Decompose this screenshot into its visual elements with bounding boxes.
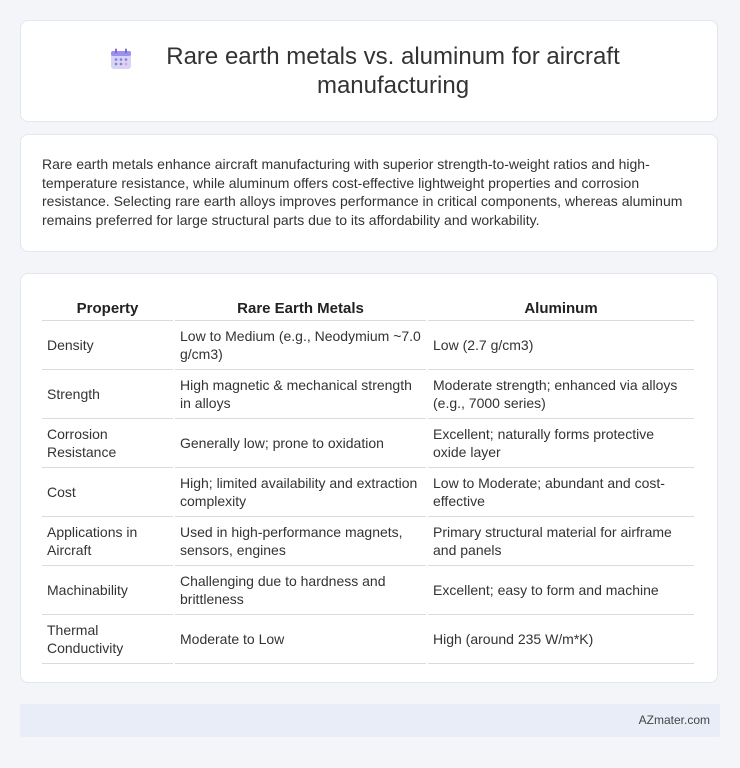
- row-property: Thermal Conductivity: [42, 615, 173, 664]
- table-header-row: [42, 296, 694, 321]
- row-property: Density: [42, 321, 173, 370]
- column-header-rare-earth: Rare Earth Metals: [175, 296, 426, 321]
- row-aluminum-value: Excellent; easy to form and machine: [428, 566, 694, 615]
- summary-card: [20, 134, 718, 252]
- table-row: [42, 321, 694, 370]
- row-aluminum-value: Low to Moderate; abundant and cost-effective: [428, 468, 694, 517]
- table-row: [42, 370, 694, 419]
- row-aluminum-value: Excellent; naturally forms protective oxide layer: [428, 419, 694, 468]
- row-rare-earth-value: High magnetic & mechanical strength in alloys: [175, 370, 426, 419]
- column-header-property: Property: [42, 296, 173, 321]
- row-aluminum-value: Low (2.7 g/cm3): [428, 321, 694, 370]
- comparison-card: [20, 273, 718, 683]
- row-rare-earth-value: Generally low; prone to oxidation: [175, 419, 426, 468]
- row-aluminum-value: Primary structural material for airframe and panels: [428, 517, 694, 566]
- row-aluminum-value: High (around 235 W/m*K): [428, 615, 694, 664]
- comparison-table: [40, 296, 696, 664]
- table-row: [42, 517, 694, 566]
- summary-text: Rare earth metals enhance aircraft manufacturing with superior strength-to-weight ratios and high-temperature resistance, while aluminum offers cost-effective lightweight properties and corrosion resistance. Selecting rare earth alloys improves performance in critical components, whereas aluminum remains preferred for large structural parts due to its affordability and workability.: [42, 156, 683, 228]
- row-aluminum-value: Moderate strength; enhanced via alloys (e.g., 7000 series): [428, 370, 694, 419]
- row-rare-earth-value: Used in high-performance magnets, sensors, engines: [175, 517, 426, 566]
- table-row: [42, 615, 694, 664]
- row-rare-earth-value: High; limited availability and extraction complexity: [175, 468, 426, 517]
- footer-brand: AZmater.com: [638, 713, 710, 727]
- row-rare-earth-value: Moderate to Low: [175, 615, 426, 664]
- table-row: [42, 566, 694, 615]
- row-rare-earth-value: Low to Medium (e.g., Neodymium ~7.0 g/cm3): [175, 321, 426, 370]
- table-row: [42, 468, 694, 517]
- row-property: Corrosion Resistance: [42, 419, 173, 468]
- row-property: Applications in Aircraft: [42, 517, 173, 566]
- row-property: Machinability: [42, 566, 173, 615]
- calendar-icon: [110, 48, 132, 70]
- row-property: Strength: [42, 370, 173, 419]
- title-card: [20, 20, 718, 122]
- footer: [20, 704, 720, 737]
- row-rare-earth-value: Challenging due to hardness and brittleness: [175, 566, 426, 615]
- column-header-aluminum: Aluminum: [428, 296, 694, 321]
- page-title: Rare earth metals vs. aluminum for aircraft manufacturing: [166, 43, 620, 99]
- table-row: [42, 419, 694, 468]
- title-wrap: [110, 42, 628, 100]
- row-property: Cost: [42, 468, 173, 517]
